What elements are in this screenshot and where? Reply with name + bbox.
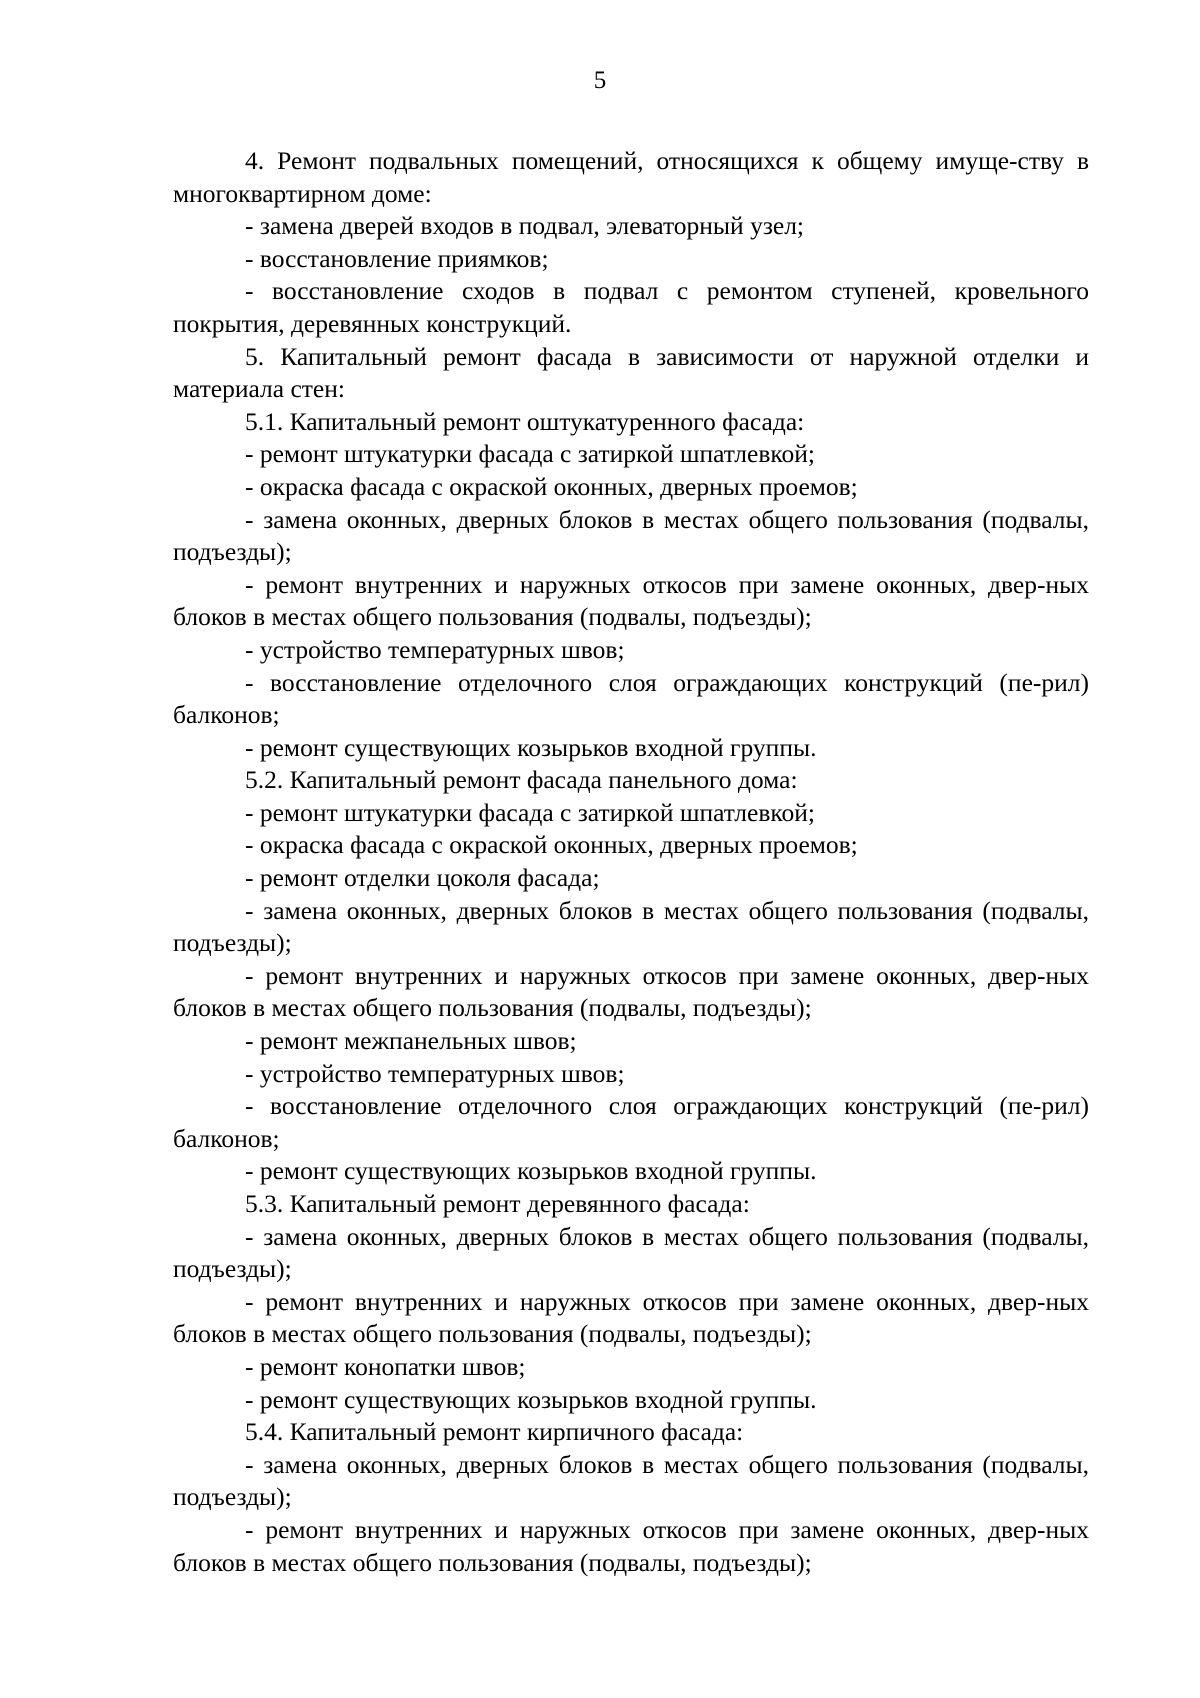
- list-item: - замена оконных, дверных блоков в местах общего пользования (подвалы, подъезды);: [173, 1449, 1089, 1512]
- subsection-heading-5-2: 5.2. Капитальный ремонт фасада панельного дома:: [245, 765, 798, 795]
- list-item: - ремонт внутренних и наружных откосов при замене оконных, двер-ных блоков в местах общего пользования (подвалы, подъезды);: [173, 1286, 1089, 1349]
- page-number: 5: [593, 67, 607, 94]
- list-item: - устройство температурных швов;: [245, 634, 625, 664]
- list-item: - замена оконных, дверных блоков в местах общего пользования (подвалы, подъезды);: [173, 895, 1089, 958]
- list-item: - ремонт конопатки швов;: [245, 1351, 526, 1381]
- subsection-heading-5-3: 5.3. Капитальный ремонт деревянного фасада:: [245, 1189, 750, 1218]
- list-item: - ремонт существующих козырьков входной группы.: [245, 1384, 817, 1414]
- list-item: - восстановление приямков;: [245, 243, 549, 273]
- list-item: - восстановление сходов в подвал с ремонтом ступеней, кровельного покрытия, деревянных конструкций.: [173, 276, 1089, 338]
- list-item: - ремонт существующих козырьков входной группы.: [245, 732, 817, 762]
- list-item: - окраска фасада с окраской оконных, дверных проемов;: [245, 471, 858, 501]
- list-item: - ремонт штукатурки фасада с затиркой шпатлевкой;: [245, 439, 815, 469]
- list-item: - ремонт существующих козырьков входной группы.: [245, 1156, 817, 1186]
- list-item: - ремонт внутренних и наружных откосов при замене оконных, двер-ных блоков в местах общего пользования (подвалы, подъезды);: [173, 960, 1089, 1023]
- list-item: - ремонт отделки цоколя фасада;: [245, 863, 600, 893]
- list-item: - замена оконных, дверных блоков в местах общего пользования (подвалы, подъезды);: [173, 504, 1089, 567]
- paragraph-section-5: 5. Капитальный ремонт фасада в зависимости от наружной отделки и материала стен:: [173, 341, 1089, 404]
- list-item: - окраска фасада с окраской оконных, дверных проемов;: [245, 830, 858, 860]
- subsection-heading-5-4: 5.4. Капитальный ремонт кирпичного фасада:: [245, 1417, 744, 1447]
- list-item: - ремонт внутренних и наружных откосов при замене оконных, двер-ных блоков в местах общего пользования (подвалы, подъезды);: [173, 1514, 1089, 1577]
- list-item: - ремонт штукатурки фасада с затиркой шпатлевкой;: [245, 797, 815, 827]
- document-body: [173, 145, 1089, 1579]
- list-item: - восстановление отделочного слоя ограждающих конструкций (пе-рил) балконов;: [173, 667, 1089, 730]
- list-item: - замена оконных, дверных блоков в местах общего пользования (подвалы, подъезды);: [173, 1221, 1089, 1284]
- list-item: - восстановление отделочного слоя ограждающих конструкций (пе-рил) балконов;: [173, 1091, 1089, 1153]
- list-item: - замена дверей входов в подвал, элеваторный узел;: [245, 211, 805, 241]
- list-item: - ремонт внутренних и наружных откосов при замене оконных, двер-ных блоков в местах общего пользования (подвалы, подъезды);: [173, 569, 1089, 632]
- list-item: - ремонт межпанельных швов;: [245, 1026, 577, 1056]
- subsection-heading-5-1: 5.1. Капитальный ремонт оштукатуренного фасада:: [245, 406, 805, 436]
- paragraph-section-4: 4. Ремонт подвальных помещений, относящихся к общему имуще-ству в многоквартирном доме:: [173, 146, 1089, 208]
- list-item: - устройство температурных швов;: [245, 1058, 625, 1088]
